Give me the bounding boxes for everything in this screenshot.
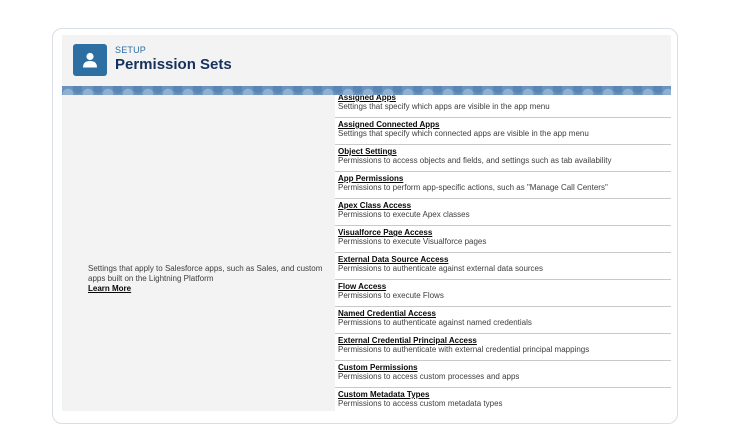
permission-set-icon-tile	[73, 44, 107, 76]
visualforce-page-access-link[interactable]: Visualforce Page Access	[338, 228, 433, 237]
custom-permissions-link[interactable]: Custom Permissions	[338, 363, 418, 372]
item-description: Permissions to authenticate against named credentials	[338, 318, 532, 327]
custom-metadata-types-link[interactable]: Custom Metadata Types	[338, 390, 430, 399]
list-item	[335, 361, 671, 388]
item-description: Settings that specify which connected apps are visible in the app menu	[338, 129, 589, 138]
setup-breadcrumb[interactable]: SETUP	[115, 45, 147, 55]
page-title: Permission Sets	[115, 56, 232, 73]
list-item	[335, 199, 671, 226]
list-item	[335, 307, 671, 334]
list-item	[335, 388, 671, 411]
list-item	[335, 334, 671, 361]
external-credential-principal-access-link[interactable]: External Credential Principal Access	[338, 336, 477, 345]
list-item	[335, 172, 671, 199]
assigned-connected-apps-link[interactable]: Assigned Connected Apps	[338, 120, 440, 129]
item-description: Permissions to authenticate against external data sources	[338, 264, 544, 273]
flow-access-link[interactable]: Flow Access	[338, 282, 387, 291]
list-item	[335, 253, 671, 280]
item-description: Permissions to access custom processes and apps	[338, 372, 520, 381]
item-description: Settings that specify which apps are visible in the app menu	[338, 102, 550, 111]
item-description: Permissions to execute Apex classes	[338, 210, 470, 219]
page-header	[62, 35, 671, 87]
list-item	[335, 280, 671, 307]
list-item	[335, 95, 671, 118]
apex-class-access-link[interactable]: Apex Class Access	[338, 201, 412, 210]
user-icon	[81, 51, 99, 69]
object-settings-link[interactable]: Object Settings	[338, 147, 397, 156]
content-area	[62, 95, 671, 411]
item-description: Permissions to perform app-specific actions, such as "Manage Call Centers"	[338, 183, 608, 192]
decorative-band	[62, 86, 671, 95]
app-permissions-link[interactable]: App Permissions	[338, 174, 404, 183]
item-description: Permissions to access objects and fields, and settings such as tab availability	[338, 156, 612, 165]
apps-description-pane	[88, 264, 328, 294]
item-description: Permissions to authenticate with external credential principal mappings	[338, 345, 590, 354]
apps-description-text: Settings that apply to Salesforce apps, such as Sales, and custom apps built on the Lightning Platform	[88, 264, 323, 283]
list-item	[335, 226, 671, 253]
assigned-apps-link[interactable]: Assigned Apps	[338, 95, 396, 102]
list-item	[335, 118, 671, 145]
item-description: Permissions to execute Visualforce pages	[338, 237, 487, 246]
item-description: Permissions to execute Flows	[338, 291, 444, 300]
learn-more-link[interactable]: Learn More	[88, 284, 132, 293]
item-description: Permissions to access custom metadata types	[338, 399, 503, 408]
settings-list	[335, 95, 671, 411]
external-data-source-access-link[interactable]: External Data Source Access	[338, 255, 449, 264]
list-item	[335, 145, 671, 172]
named-credential-access-link[interactable]: Named Credential Access	[338, 309, 436, 318]
